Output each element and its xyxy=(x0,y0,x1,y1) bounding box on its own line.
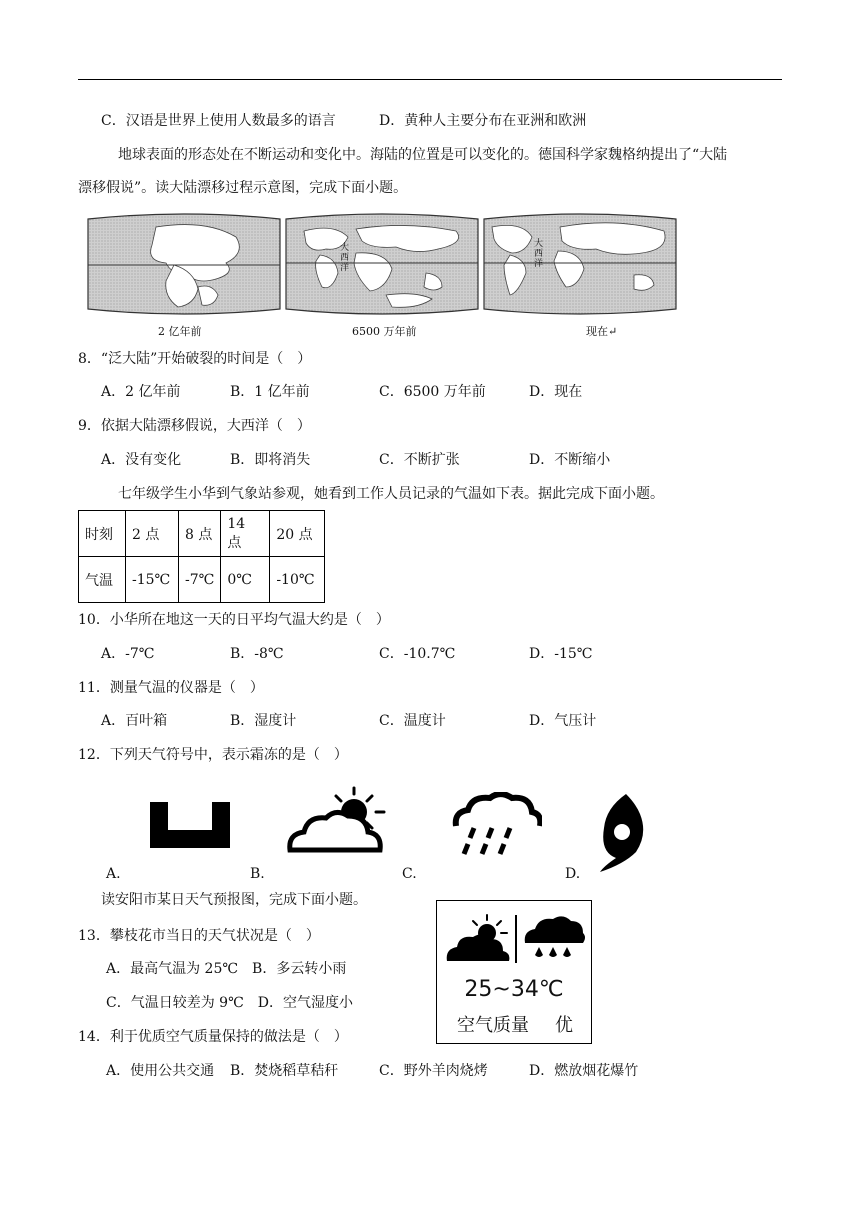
q14-option-b: B．焚烧稻草秸秆 xyxy=(230,1063,339,1079)
q9-option-c: C．不断扩张 xyxy=(379,452,460,468)
table-cell: 8 点 xyxy=(179,511,221,557)
drift-maps-svg xyxy=(86,213,678,341)
q7-option-d: D．黄种人主要分布在亚洲和欧洲 xyxy=(379,113,587,129)
q8-stem: 8．“泛大陆”开始破裂的时间是（ ） xyxy=(78,351,312,367)
q13-options-row2: C．气温日较差为 9℃ D．空气湿度小 xyxy=(106,995,353,1011)
q11-option-a: A．百叶箱 xyxy=(101,713,168,729)
q12-option-c: C. xyxy=(402,866,417,882)
table-cell: 时刻 xyxy=(79,511,126,557)
forecast-intro: 读安阳市某日天气预报图，完成下面小题。 xyxy=(101,892,367,908)
map2-caption: 6500 万年前 xyxy=(352,325,417,338)
q10-stem: 10．小华所在地这一天的日平均气温大约是（ ） xyxy=(78,612,390,628)
air-quality-value: 优 xyxy=(555,1015,573,1036)
rain-symbol-icon xyxy=(452,792,542,858)
q10-option-c: C．-10.7℃ xyxy=(379,646,456,662)
temperature-table xyxy=(78,510,325,603)
typhoon-symbol-icon xyxy=(596,792,650,874)
weather-forecast-box xyxy=(436,900,592,1044)
rain-cloud-icon xyxy=(521,913,587,967)
q13-options-row1: A．最高气温为 25℃ B．多云转小雨 xyxy=(106,961,347,977)
q10-option-d: D．-15℃ xyxy=(529,646,593,662)
forecast-temperature: 25~34℃ xyxy=(464,977,564,1002)
q11-stem: 11．测量气温的仪器是（ ） xyxy=(78,680,264,696)
q8-option-b: B．1 亿年前 xyxy=(230,384,310,400)
q10-option-b: B．-8℃ xyxy=(230,646,284,662)
air-quality-label: 空气质量 xyxy=(457,1015,529,1036)
q14-option-d: D．燃放烟花爆竹 xyxy=(529,1063,639,1079)
table-cell: 2 点 xyxy=(126,511,179,557)
q12-stem: 12．下列天气符号中，表示霜冻的是（ ） xyxy=(78,747,348,763)
header-rule xyxy=(78,79,782,80)
temp-intro: 七年级学生小华到气象站参观，她看到工作人员记录的气温如下表。据此完成下面小题。 xyxy=(118,486,664,502)
q9-option-a: A．没有变化 xyxy=(101,452,182,468)
q8-option-c: C．6500 万年前 xyxy=(379,384,486,400)
q12-option-a: A. xyxy=(106,866,121,882)
q14-stem: 14．利于优质空气质量保持的做法是（ ） xyxy=(78,1029,348,1045)
q9-option-d: D．不断缩小 xyxy=(529,452,611,468)
table-cell: 0℃ xyxy=(221,557,270,603)
table-cell: -7℃ xyxy=(179,557,221,603)
table-row xyxy=(79,511,325,557)
map-200mya xyxy=(88,214,280,314)
table-cell: -15℃ xyxy=(126,557,179,603)
frost-symbol-icon xyxy=(146,800,234,850)
map-65mya xyxy=(286,214,478,314)
table-cell: -10℃ xyxy=(270,557,325,603)
forecast-divider xyxy=(515,915,517,963)
table-cell: 14 点 xyxy=(221,511,270,557)
q13-stem: 13．攀枝花市当日的天气状况是（ ） xyxy=(78,928,320,944)
table-row xyxy=(79,557,325,603)
map-present xyxy=(484,214,676,314)
drift-intro-line1: 地球表面的形态处在不断运动和变化中。海陆的位置是可以变化的。德国科学家魏格纳提出了“大陆 xyxy=(118,147,728,163)
q11-option-c: C．温度计 xyxy=(379,713,446,729)
table-cell: 气温 xyxy=(79,557,126,603)
q9-option-b: B．即将消失 xyxy=(230,452,311,468)
q14-option-c: C．野外羊肉烧烤 xyxy=(379,1063,488,1079)
q14-option-a: A．使用公共交通 xyxy=(106,1063,215,1079)
q10-option-a: A．-7℃ xyxy=(101,646,155,662)
partly-cloudy-icon xyxy=(443,911,513,967)
q7-option-c: C．汉语是世界上使用人数最多的语言 xyxy=(101,113,336,129)
q9-stem: 9．依据大陆漂移假说，大西洋（ ） xyxy=(78,418,311,434)
q8-option-a: A．2 亿年前 xyxy=(101,384,181,400)
q11-option-d: D．气压计 xyxy=(529,713,597,729)
q8-option-d: D．现在 xyxy=(529,384,583,400)
q11-option-b: B．湿度计 xyxy=(230,713,297,729)
table-cell: 20 点 xyxy=(270,511,325,557)
map2-ocean-label: 大西洋 xyxy=(340,243,350,273)
drift-intro-line2: 漂移假说”。读大陆漂移过程示意图，完成下面小题。 xyxy=(78,180,408,196)
map3-caption: 现在↵ xyxy=(586,325,618,338)
map3-ocean-label: 大西洋 xyxy=(534,239,544,269)
q12-option-b: B. xyxy=(250,866,265,882)
partly-cloudy-symbol-icon xyxy=(286,786,390,858)
map1-caption: 2 亿年前 xyxy=(158,325,202,338)
q12-option-d: D. xyxy=(565,866,581,882)
continental-drift-maps xyxy=(86,213,678,341)
